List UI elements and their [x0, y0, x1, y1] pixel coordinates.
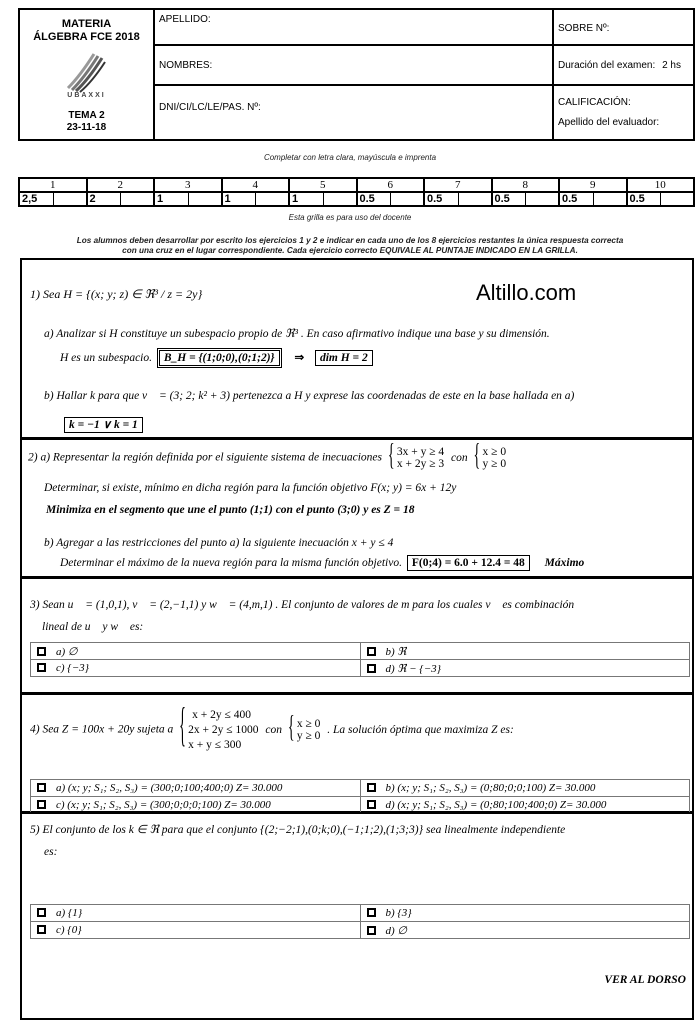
- ubaxxi-logo-icon: [60, 48, 110, 98]
- ex2-part-a-text: 2) a) Representar la región definida por el siguiente sistema de inecuaciones: [28, 451, 382, 464]
- grid-score-input[interactable]: [188, 192, 222, 206]
- grid-exercise-number: 2: [87, 178, 155, 192]
- ex1-statement: 1) Sea H = {(x; y; z) ∈ ℜ³ / z = 2y}: [30, 287, 203, 301]
- evaluador-label: Apellido del evaluador:: [558, 117, 660, 128]
- ex5-options: [30, 904, 690, 939]
- checkbox-icon[interactable]: [37, 908, 46, 917]
- grid-points: 1: [154, 192, 188, 206]
- grid-points: 1: [289, 192, 323, 206]
- grid-exercise-number: 4: [222, 178, 290, 192]
- checkbox-icon[interactable]: [37, 800, 46, 809]
- ex4-ineq-3: x + y ≤ 300: [188, 739, 242, 751]
- ex2-answer-b-line: [60, 557, 584, 569]
- ex1-answer-k: k = −1 ∨ k = 1: [64, 417, 143, 433]
- ex2-part-b: b) Agregar a las restricciones del punto a) la siguiente inecuación x + y ≤ 4: [44, 537, 394, 549]
- watermark: Altillo.com: [476, 280, 577, 305]
- ex2-nonneg-1: { x ≥ 0: [482, 446, 507, 458]
- logo-text: UBAXXI: [67, 92, 106, 99]
- ex2-ineq-1: { 3x + y ≥ 4: [396, 446, 445, 458]
- checkbox-icon[interactable]: [367, 647, 376, 656]
- ex3-options: [30, 642, 690, 677]
- ex5-line-2: es:: [44, 846, 58, 858]
- ex1-part-a: a) Analizar si H constituye un subespacio propio de ℜ³ . En caso afirmativo indique una base y su dimensión.: [44, 328, 550, 340]
- ex3-option-a[interactable]: [31, 643, 361, 660]
- ex4-option-d[interactable]: [360, 797, 690, 814]
- ex5-option-c[interactable]: [31, 922, 361, 939]
- checkbox-icon[interactable]: [367, 926, 376, 935]
- grid-exercise-number: 1: [19, 178, 87, 192]
- grid-exercise-number: 10: [627, 178, 695, 192]
- grid-score-input[interactable]: [526, 192, 560, 206]
- exercise-2: [20, 438, 694, 578]
- grid-exercise-number: 7: [424, 178, 492, 192]
- ex1-part-b: b) Hallar k para que v⃗ = (3; 2; k² + 3) pertenezca a H y exprese las coordenadas de este en la base hallada en a): [44, 390, 575, 402]
- ex4-prefix: 4) Sea Z = 100x + 20y sujeta a: [30, 723, 174, 736]
- ex4-option-b[interactable]: [360, 780, 690, 797]
- materia-label: MATERIA: [61, 18, 112, 30]
- exercise-3: [20, 577, 694, 694]
- ex4-options: [30, 779, 690, 814]
- ex5-line-1: 5) El conjunto de los k ∈ ℜ para que el conjunto {(2;−2;1),(0;k;0),(−1;1;2),(1;3;3)} sea linealmente independiente: [30, 824, 566, 836]
- grid-points: 0.5: [424, 192, 458, 206]
- ex1-answer-a: [60, 350, 373, 364]
- apellido-label: APELLIDO:: [159, 14, 211, 25]
- ex2-maximo-label: Máximo: [544, 557, 585, 569]
- ex3-option-d[interactable]: [360, 660, 690, 677]
- ex2-ineq-2: x + 2y ≥ 3: [396, 458, 445, 470]
- exercise-4: [20, 693, 694, 813]
- ex5-option-b[interactable]: [360, 905, 690, 922]
- ex2-nonneg: [475, 446, 507, 470]
- grid-score-input[interactable]: [53, 192, 87, 206]
- checkbox-icon[interactable]: [367, 908, 376, 917]
- checkbox-icon[interactable]: [37, 783, 46, 792]
- admin-fields: [552, 10, 693, 139]
- exam-date: 23-11-18: [66, 122, 107, 133]
- ex4-statement: [30, 709, 514, 751]
- grid-exercise-number: 3: [154, 178, 222, 192]
- grid-points: 0.5: [627, 192, 661, 206]
- student-fields: [155, 10, 552, 139]
- ex2-answer-b: F(0;4) = 6.0 + 12.4 = 48: [407, 555, 530, 571]
- grid-score-input[interactable]: [256, 192, 290, 206]
- exam-header: [18, 8, 695, 141]
- grid-points: 0.5: [357, 192, 391, 206]
- ex1-answer-dim: dim H = 2: [315, 350, 373, 366]
- duracion-value: 2 hs: [662, 60, 681, 71]
- ex4-nonneg-1: { x ≥ 0: [296, 718, 321, 730]
- checkbox-icon[interactable]: [37, 925, 46, 934]
- ex2-con: con: [451, 451, 468, 464]
- ex4-option-a-label: a) (x; y; S₁; S₂, S₃) = (300;0;100;400;0) Z= 30.000: [56, 782, 283, 794]
- ex2-b-determinar: Determinar el máximo de la nueva región para la misma función objetivo.: [60, 557, 402, 569]
- grid-score-input[interactable]: [458, 192, 492, 206]
- materia-value: ÁLGEBRA FCE 2018: [33, 31, 140, 43]
- exercise-5: [20, 812, 694, 1020]
- ex4-option-b-label: b) (x; y; S₁; S₂, S₃) = (0;80;0;0;100) Z= 30.000: [385, 782, 596, 794]
- grid-score-input[interactable]: [391, 192, 425, 206]
- checkbox-icon[interactable]: [367, 783, 376, 792]
- ex3-option-c-label: c) {−3}: [56, 662, 90, 674]
- ex5-option-a-label: a) {1}: [56, 907, 83, 919]
- ex1-answer-base: B_H = {(1;0;0),(0;1;2)}: [159, 350, 280, 366]
- ex4-option-a[interactable]: [31, 780, 361, 797]
- instructions-line-1: Los alumnos deben desarrollar por escrito los ejercicios 1 y 2 e indicar en cada uno de los 8 ejercicios restantes la única respuesta correcta: [76, 236, 624, 245]
- apellido-field[interactable]: [155, 10, 552, 45]
- ex3-line-2: lineal de u⃗ y w⃗ es:: [42, 621, 144, 633]
- grid-exercise-number: 6: [357, 178, 425, 192]
- ex3-line-1: 3) Sean u⃗ = (1,0,1), v⃗ = (2,−1,1) y w⃗ = (4,m,1) . El conjunto de valores de m para los cuales v⃗ es combinación: [30, 599, 575, 611]
- completar-note: Completar con letra clara, mayúscula e imprenta: [263, 153, 437, 162]
- ex2-part-a: [28, 446, 506, 470]
- subject-cell: [20, 10, 155, 139]
- ex3-option-d-label: d) ℜ − {−3}: [385, 662, 442, 675]
- tema-label: TEMA 2: [68, 110, 105, 121]
- ex3-option-b[interactable]: [360, 643, 690, 660]
- ex3-option-a-label: a) ∅: [56, 645, 78, 658]
- grid-score-input[interactable]: [661, 192, 695, 206]
- calificacion-field[interactable]: [554, 85, 693, 139]
- dni-label: DNI/CI/LC/LE/PAS. Nº:: [159, 102, 261, 113]
- ex1-answer-b: [64, 417, 143, 431]
- ex4-ineq-2: 2x + 2y ≤ 1000: [188, 724, 259, 736]
- ex5-option-a[interactable]: [31, 905, 361, 922]
- ex4-con: con: [265, 723, 282, 736]
- ex5-option-d-label: d) ∅: [385, 924, 407, 937]
- ex5-option-d[interactable]: [360, 922, 690, 939]
- sobre-field[interactable]: [554, 10, 693, 45]
- ex4-nonneg-2: y ≥ 0: [296, 730, 321, 742]
- ex2-nonneg-2: y ≥ 0: [482, 458, 507, 470]
- nombres-field[interactable]: [155, 45, 552, 85]
- ex4-ineq-1: { x + 2y ≤ 400: [192, 709, 251, 721]
- ex4-system: [180, 709, 258, 751]
- calificacion-label: CALIFICACIÓN:: [558, 97, 631, 108]
- instructions-line-2: con una cruz en el lugar correspondiente. Cada ejercicio correcto EQUIVALE AL PUNTAJE INDICADO EN LA GRILLA.: [122, 246, 578, 255]
- ex4-option-c[interactable]: [31, 797, 361, 814]
- ex4-suffix: . La solución óptima que maximiza Z es:: [327, 723, 514, 736]
- grid-exercise-number: 8: [492, 178, 560, 192]
- grid-exercise-number: 5: [289, 178, 357, 192]
- grade-grid: [18, 177, 695, 207]
- grid-exercise-number: 9: [559, 178, 627, 192]
- nombres-label: NOMBRES:: [159, 60, 213, 71]
- implies-icon: ⇒: [294, 352, 305, 364]
- ex2-determinar: Determinar, si existe, mínimo en dicha región para la función objetivo F(x; y) = 6x + 12y: [44, 482, 457, 494]
- ex2-system: [389, 446, 444, 470]
- ex4-option-d-label: d) (x; y; S₁; S₂, S₃) = (0;80;100;400;0) Z= 30.000: [385, 799, 607, 811]
- grid-note: Esta grilla es para uso del docente: [288, 213, 412, 222]
- ex5-option-b-label: b) {3}: [385, 907, 412, 919]
- ex3-option-b-label: b) ℜ: [385, 645, 407, 658]
- checkbox-icon[interactable]: [367, 800, 376, 809]
- ex5-option-c-label: c) {0}: [56, 924, 82, 936]
- ex4-option-c-label: c) (x; y; S₁; S₂, S₃) = (300;0;0;0;100) Z= 30.000: [56, 799, 271, 811]
- ex1-answer-text: H es un subespacio.: [60, 352, 152, 364]
- ex4-nonneg: [289, 718, 321, 742]
- grid-points: 1: [222, 192, 256, 206]
- grid-score-input[interactable]: [593, 192, 627, 206]
- grid-points: 0.5: [559, 192, 593, 206]
- ex2-answer-a: Minimiza en el segmento que une el punto (1;1) con el punto (3;0) y es Z = 18: [46, 504, 415, 516]
- checkbox-icon[interactable]: [37, 663, 46, 672]
- sobre-label: SOBRE Nº:: [558, 23, 610, 34]
- tema-block: [20, 110, 153, 134]
- grid-score-input[interactable]: [121, 192, 155, 206]
- grid-points: 0.5: [492, 192, 526, 206]
- ex3-option-c[interactable]: [31, 660, 361, 677]
- exercise-1: [20, 258, 694, 439]
- duracion-label: Duración del examen:: [558, 60, 656, 71]
- dni-field[interactable]: [155, 85, 552, 139]
- checkbox-icon[interactable]: [37, 647, 46, 656]
- grid-points: 2: [87, 192, 121, 206]
- grid-points: 2,5: [19, 192, 53, 206]
- checkbox-icon[interactable]: [367, 664, 376, 673]
- grid-score-input[interactable]: [323, 192, 357, 206]
- duracion-field: [554, 45, 693, 85]
- ver-al-dorso: VER AL DORSO: [604, 974, 686, 986]
